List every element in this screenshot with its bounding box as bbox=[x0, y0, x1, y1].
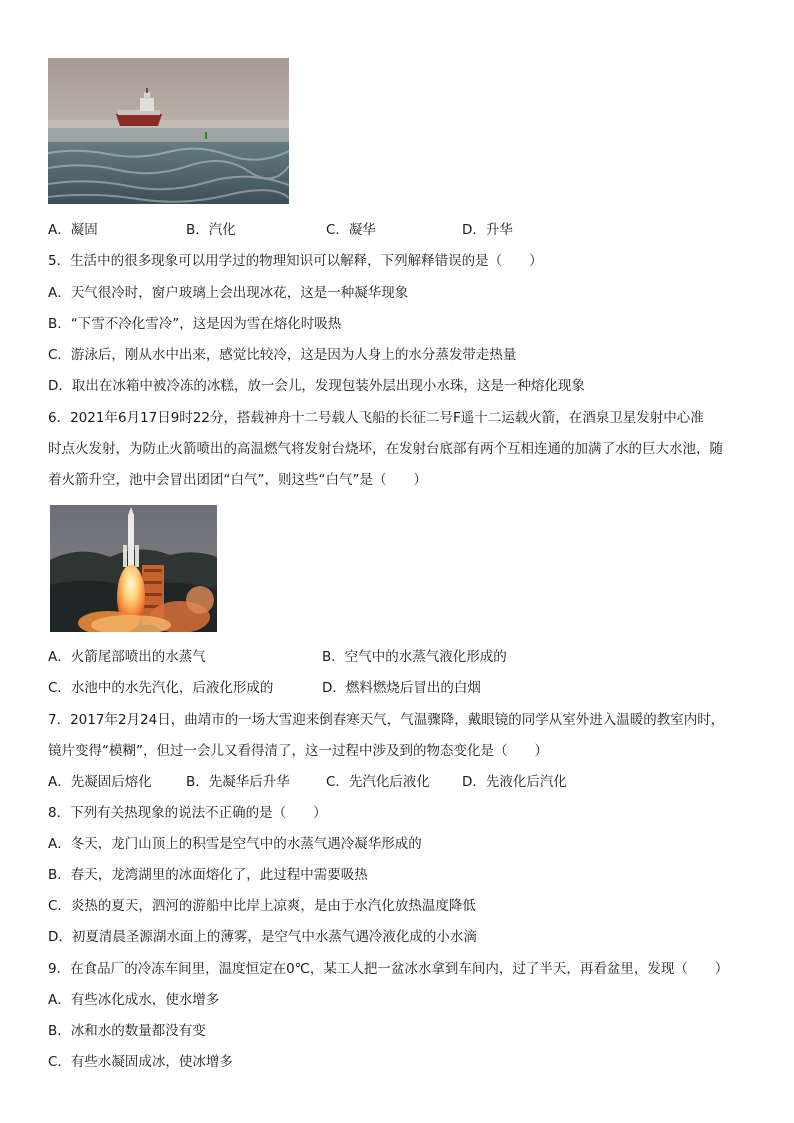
q9-option-b[interactable]: B．冰和水的数量都没有变 bbox=[48, 1023, 206, 1039]
q5-option-c[interactable]: C．游泳后，刚从水中出来，感觉比较冷，这是因为人身上的水分蒸发带走热量 bbox=[48, 347, 517, 363]
q6-stem-line1: 6．2021年6月17日9时22分，搭载神舟十二号载人飞船的长征二号F遥十二运载火箭，在酒泉卫星发射中心准 bbox=[48, 410, 704, 426]
q7-option-b[interactable]: B．先凝华后升华 bbox=[186, 774, 290, 790]
q6-option-b[interactable]: B．空气中的水蒸气液化形成的 bbox=[322, 649, 507, 665]
q7-stem-line2: 镜片变得“模糊”，但过一会儿又看得清了，这一过程中涉及到的物态变化是（ ） bbox=[48, 743, 548, 759]
q5-stem: 5．生活中的很多现象可以用学过的物理知识可以解释，下列解释错误的是（ ） bbox=[48, 253, 543, 269]
ship-fog-photo bbox=[48, 58, 289, 204]
q4-option-d[interactable]: D．升华 bbox=[462, 222, 513, 238]
rocket-launch-photo bbox=[50, 505, 217, 632]
q5-option-d[interactable]: D．取出在冰箱中被冷冻的冰糕，放一会儿，发现包装外层出现小水珠，这是一种熔化现象 bbox=[48, 378, 585, 394]
q7-option-d[interactable]: D．先液化后汽化 bbox=[462, 774, 567, 790]
q6-stem-line3: 着火箭升空，池中会冒出团团“白气”，则这些“白气”是（ ） bbox=[48, 472, 427, 488]
q9-stem: 9．在食品厂的冷冻车间里，温度恒定在0℃，某工人把一盆冰水拿到车间内，过了半天，再看盆里，发现（ ） bbox=[48, 961, 729, 977]
q7-option-a[interactable]: A．先凝固后熔化 bbox=[48, 774, 152, 790]
q9-option-c[interactable]: C．有些水凝固成冰，使冰增多 bbox=[48, 1054, 233, 1070]
q6-stem-line2: 时点火发射，为防止火箭喷出的高温燃气将发射台烧坏，在发射台底部有两个互相连通的加满了水的巨大水池，随 bbox=[48, 441, 723, 457]
ship-fog-image bbox=[48, 58, 289, 204]
q8-option-c[interactable]: C．炎热的夏天，泗河的游船中比岸上凉爽，是由于水汽化放热温度降低 bbox=[48, 898, 476, 914]
q7-stem-line1: 7．2017年2月24日，曲靖市的一场大雪迎来倒春寒天气，气温骤降，戴眼镜的同学从室外进入温暖的教室内时， bbox=[48, 712, 725, 728]
q8-option-b[interactable]: B．春天，龙湾湖里的冰面熔化了，此过程中需要吸热 bbox=[48, 867, 368, 883]
q4-option-c[interactable]: C．凝华 bbox=[326, 222, 376, 238]
q4-option-b[interactable]: B．汽化 bbox=[186, 222, 236, 238]
q7-option-c[interactable]: C．先汽化后液化 bbox=[326, 774, 430, 790]
q8-option-a[interactable]: A．冬天，龙门山顶上的积雪是空气中的水蒸气遇冷凝华形成的 bbox=[48, 836, 422, 852]
q8-option-d[interactable]: D．初夏清晨圣源湖水面上的薄雾，是空气中水蒸气遇冷液化成的小水滴 bbox=[48, 929, 477, 945]
q6-option-d[interactable]: D．燃料燃烧后冒出的白烟 bbox=[322, 680, 481, 696]
q9-option-a[interactable]: A．有些冰化成水，使水增多 bbox=[48, 992, 220, 1008]
rocket-launch-image bbox=[50, 505, 217, 632]
q6-option-a[interactable]: A．火箭尾部喷出的水蒸气 bbox=[48, 649, 206, 665]
buoy-shape bbox=[205, 132, 207, 139]
q4-option-a[interactable]: A．凝固 bbox=[48, 222, 98, 238]
q6-option-c[interactable]: C．水池中的水先汽化，后液化形成的 bbox=[48, 680, 274, 696]
q5-option-a[interactable]: A．天气很冷时，窗户玻璃上会出现冰花，这是一种凝华现象 bbox=[48, 285, 409, 301]
q5-option-b[interactable]: B．“下雪不冷化雪冷”，这是因为雪在熔化时吸热 bbox=[48, 316, 342, 332]
q8-stem: 8．下列有关热现象的说法不正确的是（ ） bbox=[48, 805, 327, 821]
